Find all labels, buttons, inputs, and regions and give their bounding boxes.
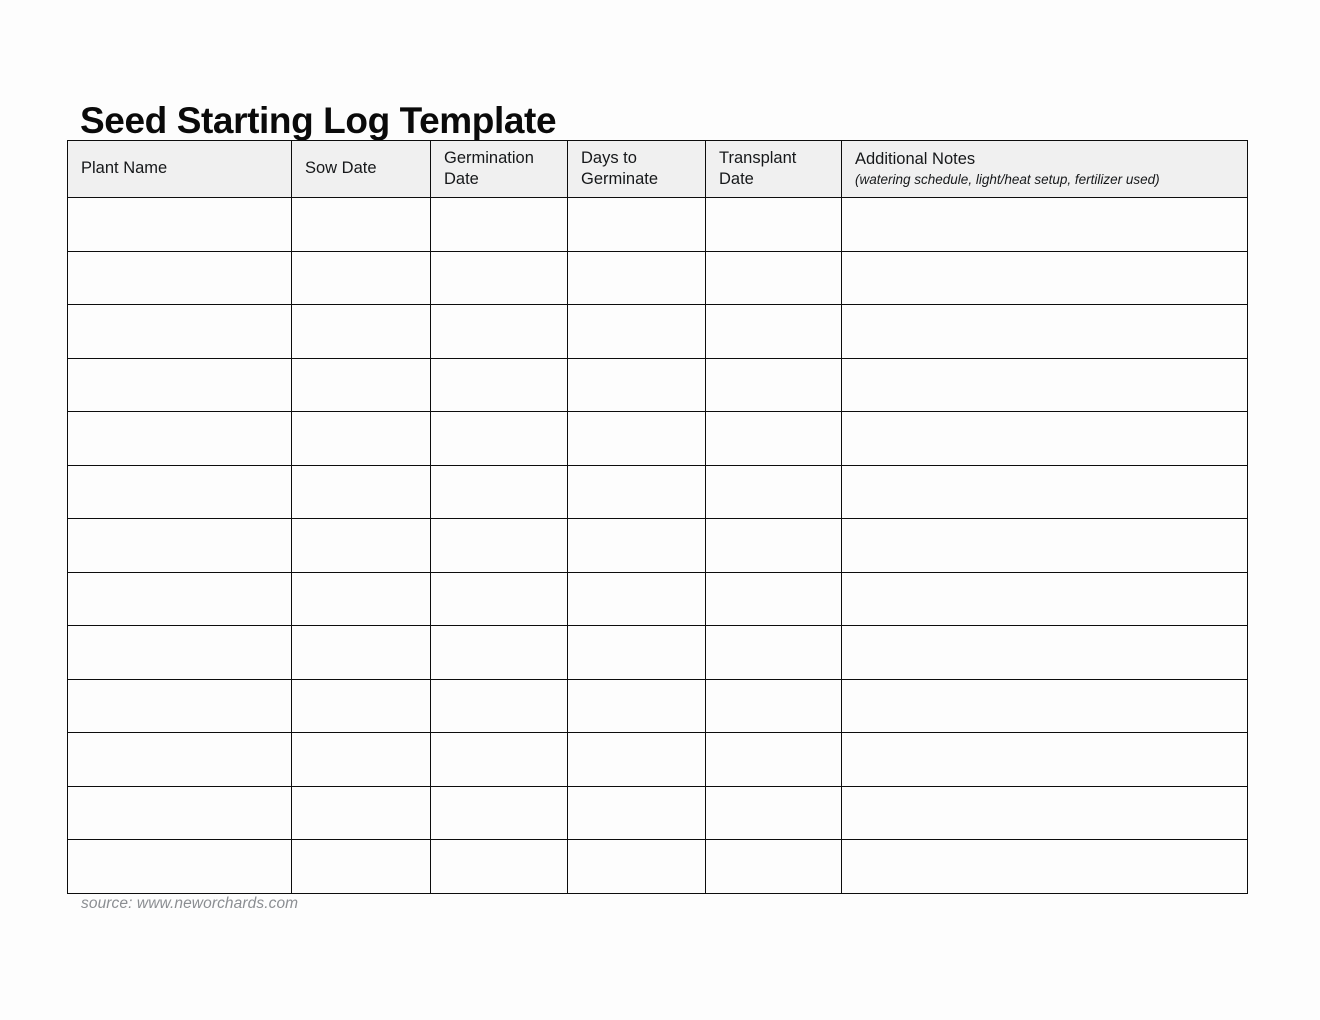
source-attribution: source: www.neworchards.com: [81, 895, 299, 912]
table-cell[interactable]: [706, 572, 842, 626]
column-header-days-to-germinate: [568, 141, 706, 198]
table-row: [68, 358, 1248, 412]
table-cell[interactable]: [568, 412, 706, 466]
table-cell[interactable]: [842, 572, 1248, 626]
table-row: [68, 679, 1248, 733]
table-cell[interactable]: [68, 412, 292, 466]
table-cell[interactable]: [68, 572, 292, 626]
table-cell[interactable]: [842, 786, 1248, 840]
table-cell[interactable]: [842, 626, 1248, 680]
table-cell[interactable]: [431, 198, 568, 252]
table-cell[interactable]: [68, 626, 292, 680]
table-cell[interactable]: [706, 305, 842, 359]
table-cell[interactable]: [68, 733, 292, 787]
table-cell[interactable]: [568, 733, 706, 787]
table-cell[interactable]: [706, 840, 842, 894]
table-cell[interactable]: [706, 733, 842, 787]
table-cell[interactable]: [431, 733, 568, 787]
page-title: Seed Starting Log Template: [80, 99, 557, 141]
table-cell[interactable]: [431, 786, 568, 840]
table-cell[interactable]: [568, 840, 706, 894]
table-cell[interactable]: [842, 412, 1248, 466]
table-cell[interactable]: [842, 198, 1248, 252]
table-cell[interactable]: [292, 305, 431, 359]
table-cell[interactable]: [68, 251, 292, 305]
table-row: [68, 465, 1248, 519]
table-cell[interactable]: [292, 626, 431, 680]
table-cell[interactable]: [706, 519, 842, 573]
table-cell[interactable]: [431, 251, 568, 305]
column-header-label: Transplant Date: [719, 148, 797, 188]
table-cell[interactable]: [292, 465, 431, 519]
table-cell[interactable]: [568, 251, 706, 305]
table-cell[interactable]: [292, 733, 431, 787]
seed-starting-log-table: [67, 140, 1248, 894]
table-cell[interactable]: [842, 465, 1248, 519]
table-cell[interactable]: [431, 572, 568, 626]
table-cell[interactable]: [706, 198, 842, 252]
table-cell[interactable]: [706, 465, 842, 519]
table-cell[interactable]: [431, 626, 568, 680]
table-header-row: [68, 141, 1248, 198]
table-cell[interactable]: [292, 786, 431, 840]
table-cell[interactable]: [292, 572, 431, 626]
table-row: [68, 626, 1248, 680]
table-cell[interactable]: [568, 358, 706, 412]
table-cell[interactable]: [568, 198, 706, 252]
table-cell[interactable]: [568, 305, 706, 359]
table-row: [68, 840, 1248, 894]
table-cell[interactable]: [842, 733, 1248, 787]
table-cell[interactable]: [568, 626, 706, 680]
table-row: [68, 786, 1248, 840]
table-cell[interactable]: [292, 198, 431, 252]
column-header-label: Additional Notes: [855, 149, 976, 168]
table-cell[interactable]: [292, 679, 431, 733]
column-header-label: Plant Name: [81, 159, 168, 178]
table-cell[interactable]: [68, 840, 292, 894]
table-cell[interactable]: [568, 519, 706, 573]
table-cell[interactable]: [568, 465, 706, 519]
table-cell[interactable]: [842, 358, 1248, 412]
table-cell[interactable]: [842, 251, 1248, 305]
table-cell[interactable]: [431, 519, 568, 573]
table-cell[interactable]: [842, 679, 1248, 733]
table-cell[interactable]: [706, 358, 842, 412]
table-body: [68, 198, 1248, 894]
table-cell[interactable]: [292, 519, 431, 573]
table-cell[interactable]: [292, 358, 431, 412]
table-cell[interactable]: [706, 786, 842, 840]
table-cell[interactable]: [68, 198, 292, 252]
table-cell[interactable]: [431, 840, 568, 894]
table-cell[interactable]: [68, 519, 292, 573]
table-cell[interactable]: [292, 412, 431, 466]
table-cell[interactable]: [68, 358, 292, 412]
column-header-label: Days to Germinate: [581, 148, 659, 188]
table-cell[interactable]: [706, 679, 842, 733]
table-cell[interactable]: [68, 305, 292, 359]
table-cell[interactable]: [431, 465, 568, 519]
table-cell[interactable]: [706, 626, 842, 680]
column-header-additional-notes: [842, 141, 1248, 198]
table-cell[interactable]: [568, 572, 706, 626]
table-cell[interactable]: [431, 679, 568, 733]
table-cell[interactable]: [292, 251, 431, 305]
column-header-germination-date: [431, 141, 568, 198]
table-cell[interactable]: [68, 465, 292, 519]
table-cell[interactable]: [431, 305, 568, 359]
table-row: [68, 519, 1248, 573]
table-row: [68, 198, 1248, 252]
column-header-sublabel: (watering schedule, light/heat setup, fertilizer used): [855, 172, 1160, 188]
table-cell[interactable]: [68, 786, 292, 840]
table-cell[interactable]: [431, 412, 568, 466]
table-cell[interactable]: [706, 412, 842, 466]
table-cell[interactable]: [706, 251, 842, 305]
table-row: [68, 412, 1248, 466]
table-cell[interactable]: [292, 840, 431, 894]
table-row: [68, 305, 1248, 359]
table-cell[interactable]: [842, 840, 1248, 894]
table-cell[interactable]: [842, 519, 1248, 573]
table-cell[interactable]: [568, 786, 706, 840]
table-header: [68, 141, 1248, 198]
table-cell[interactable]: [568, 679, 706, 733]
table-row: [68, 251, 1248, 305]
column-header-label: Sow Date: [305, 159, 377, 178]
table-row: [68, 572, 1248, 626]
table-cell[interactable]: [68, 679, 292, 733]
column-header-sow-date: [292, 141, 431, 198]
column-header-label: Germination Date: [444, 148, 534, 188]
table-row: [68, 733, 1248, 787]
column-header-transplant-date: [706, 141, 842, 198]
column-header-plant-name: [68, 141, 292, 198]
table-cell[interactable]: [842, 305, 1248, 359]
table-cell[interactable]: [431, 358, 568, 412]
